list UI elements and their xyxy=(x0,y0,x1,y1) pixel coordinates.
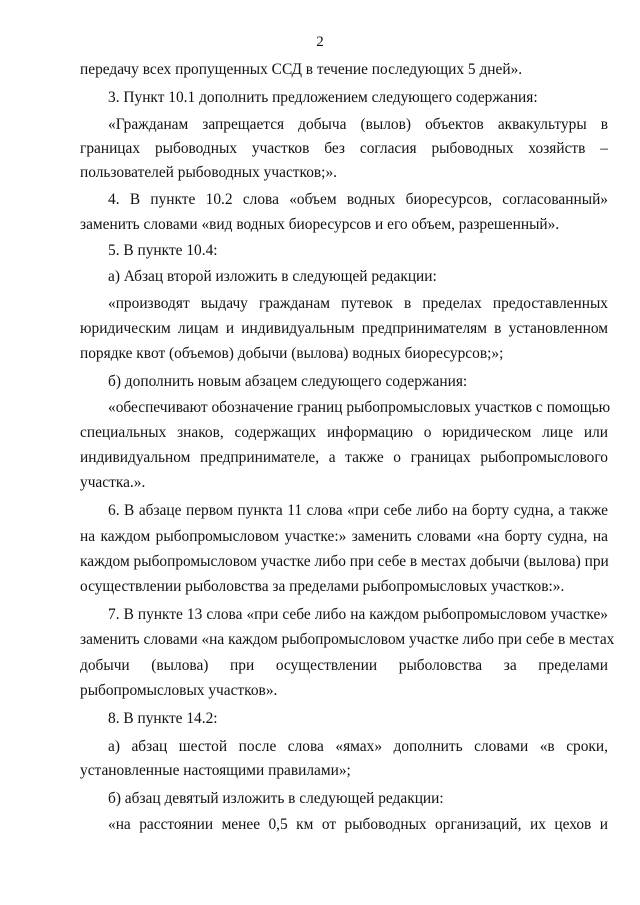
text-line: юридическим лицам и индивидуальным предпринимателям в установленном xyxy=(80,320,608,337)
text-line: порядке квот (объемов) добычи (вылова) водных биоресурсов;»; xyxy=(80,345,504,362)
text-line: границах рыбоводных участков без согласия рыбоводных хозяйств – xyxy=(80,140,608,157)
text-line: каждом рыбопромысловом участке либо при себе в местах добычи (вылова) при xyxy=(80,553,609,570)
text-line: осуществлении рыболовства за пределами рыбопромысловых участков:». xyxy=(80,578,565,595)
text-line: индивидуальном предпринимателе, а также о границах рыбопромыслового xyxy=(80,449,608,466)
text-line: 5. В пункте 10.4: xyxy=(108,242,218,259)
text-line: 8. В пункте 14.2: xyxy=(108,710,218,727)
text-line: 4. В пункте 10.2 слова «объем водных биоресурсов, согласованный» xyxy=(108,191,608,208)
text-line: пользователей рыбоводных участков;». xyxy=(80,164,337,181)
text-line: 3. Пункт 10.1 дополнить предложением следующего содержания: xyxy=(108,89,538,106)
text-line: на каждом рыбопромысловом участке:» заменить словами «на борту судна, на xyxy=(80,528,608,545)
text-line: «производят выдачу гражданам путевок в пределах предоставленных xyxy=(108,295,608,312)
text-line: «Гражданам запрещается добыча (вылов) объектов аквакультуры в xyxy=(108,116,608,133)
text-line: специальных знаков, содержащих информацию о юридическом лице или xyxy=(80,424,608,441)
page-number: 2 xyxy=(316,34,324,50)
text-line: а) Абзац второй изложить в следующей редакции: xyxy=(108,268,437,285)
text-line: добычи (вылова) при осуществлении рыболовства за пределами xyxy=(80,657,608,674)
text-line: 6. В абзаце первом пункта 11 слова «при себе либо на борту судна, а также xyxy=(108,502,608,519)
text-line: б) дополнить новым абзацем следующего содержания: xyxy=(108,373,468,390)
text-line: «на расстоянии менее 0,5 км от рыбоводных организаций, их цехов и xyxy=(108,816,608,833)
text-line: «обеспечивают обозначение границ рыбопромысловых участков с помощью xyxy=(108,399,611,416)
text-line: заменить словами «вид водных биоресурсов и его объем, разрешенный». xyxy=(80,216,560,233)
text-line: б) абзац девятый изложить в следующей редакции: xyxy=(108,790,444,807)
text-line: установленные настоящими правилами»; xyxy=(80,762,351,779)
text-line: 7. В пункте 13 слова «при себе либо на каждом рыбопромысловом участке» xyxy=(108,606,608,623)
text-line: участка.». xyxy=(80,474,146,491)
text-line: рыбопромысловых участков». xyxy=(80,682,278,699)
text-line: а) абзац шестой после слова «ямах» дополнить словами «в сроки, xyxy=(108,738,608,755)
text-line: передачу всех пропущенных ССД в течение последующих 5 дней». xyxy=(80,61,523,78)
text-line: заменить словами «на каждом рыбопромысловом участке либо при себе в местах xyxy=(80,631,615,648)
